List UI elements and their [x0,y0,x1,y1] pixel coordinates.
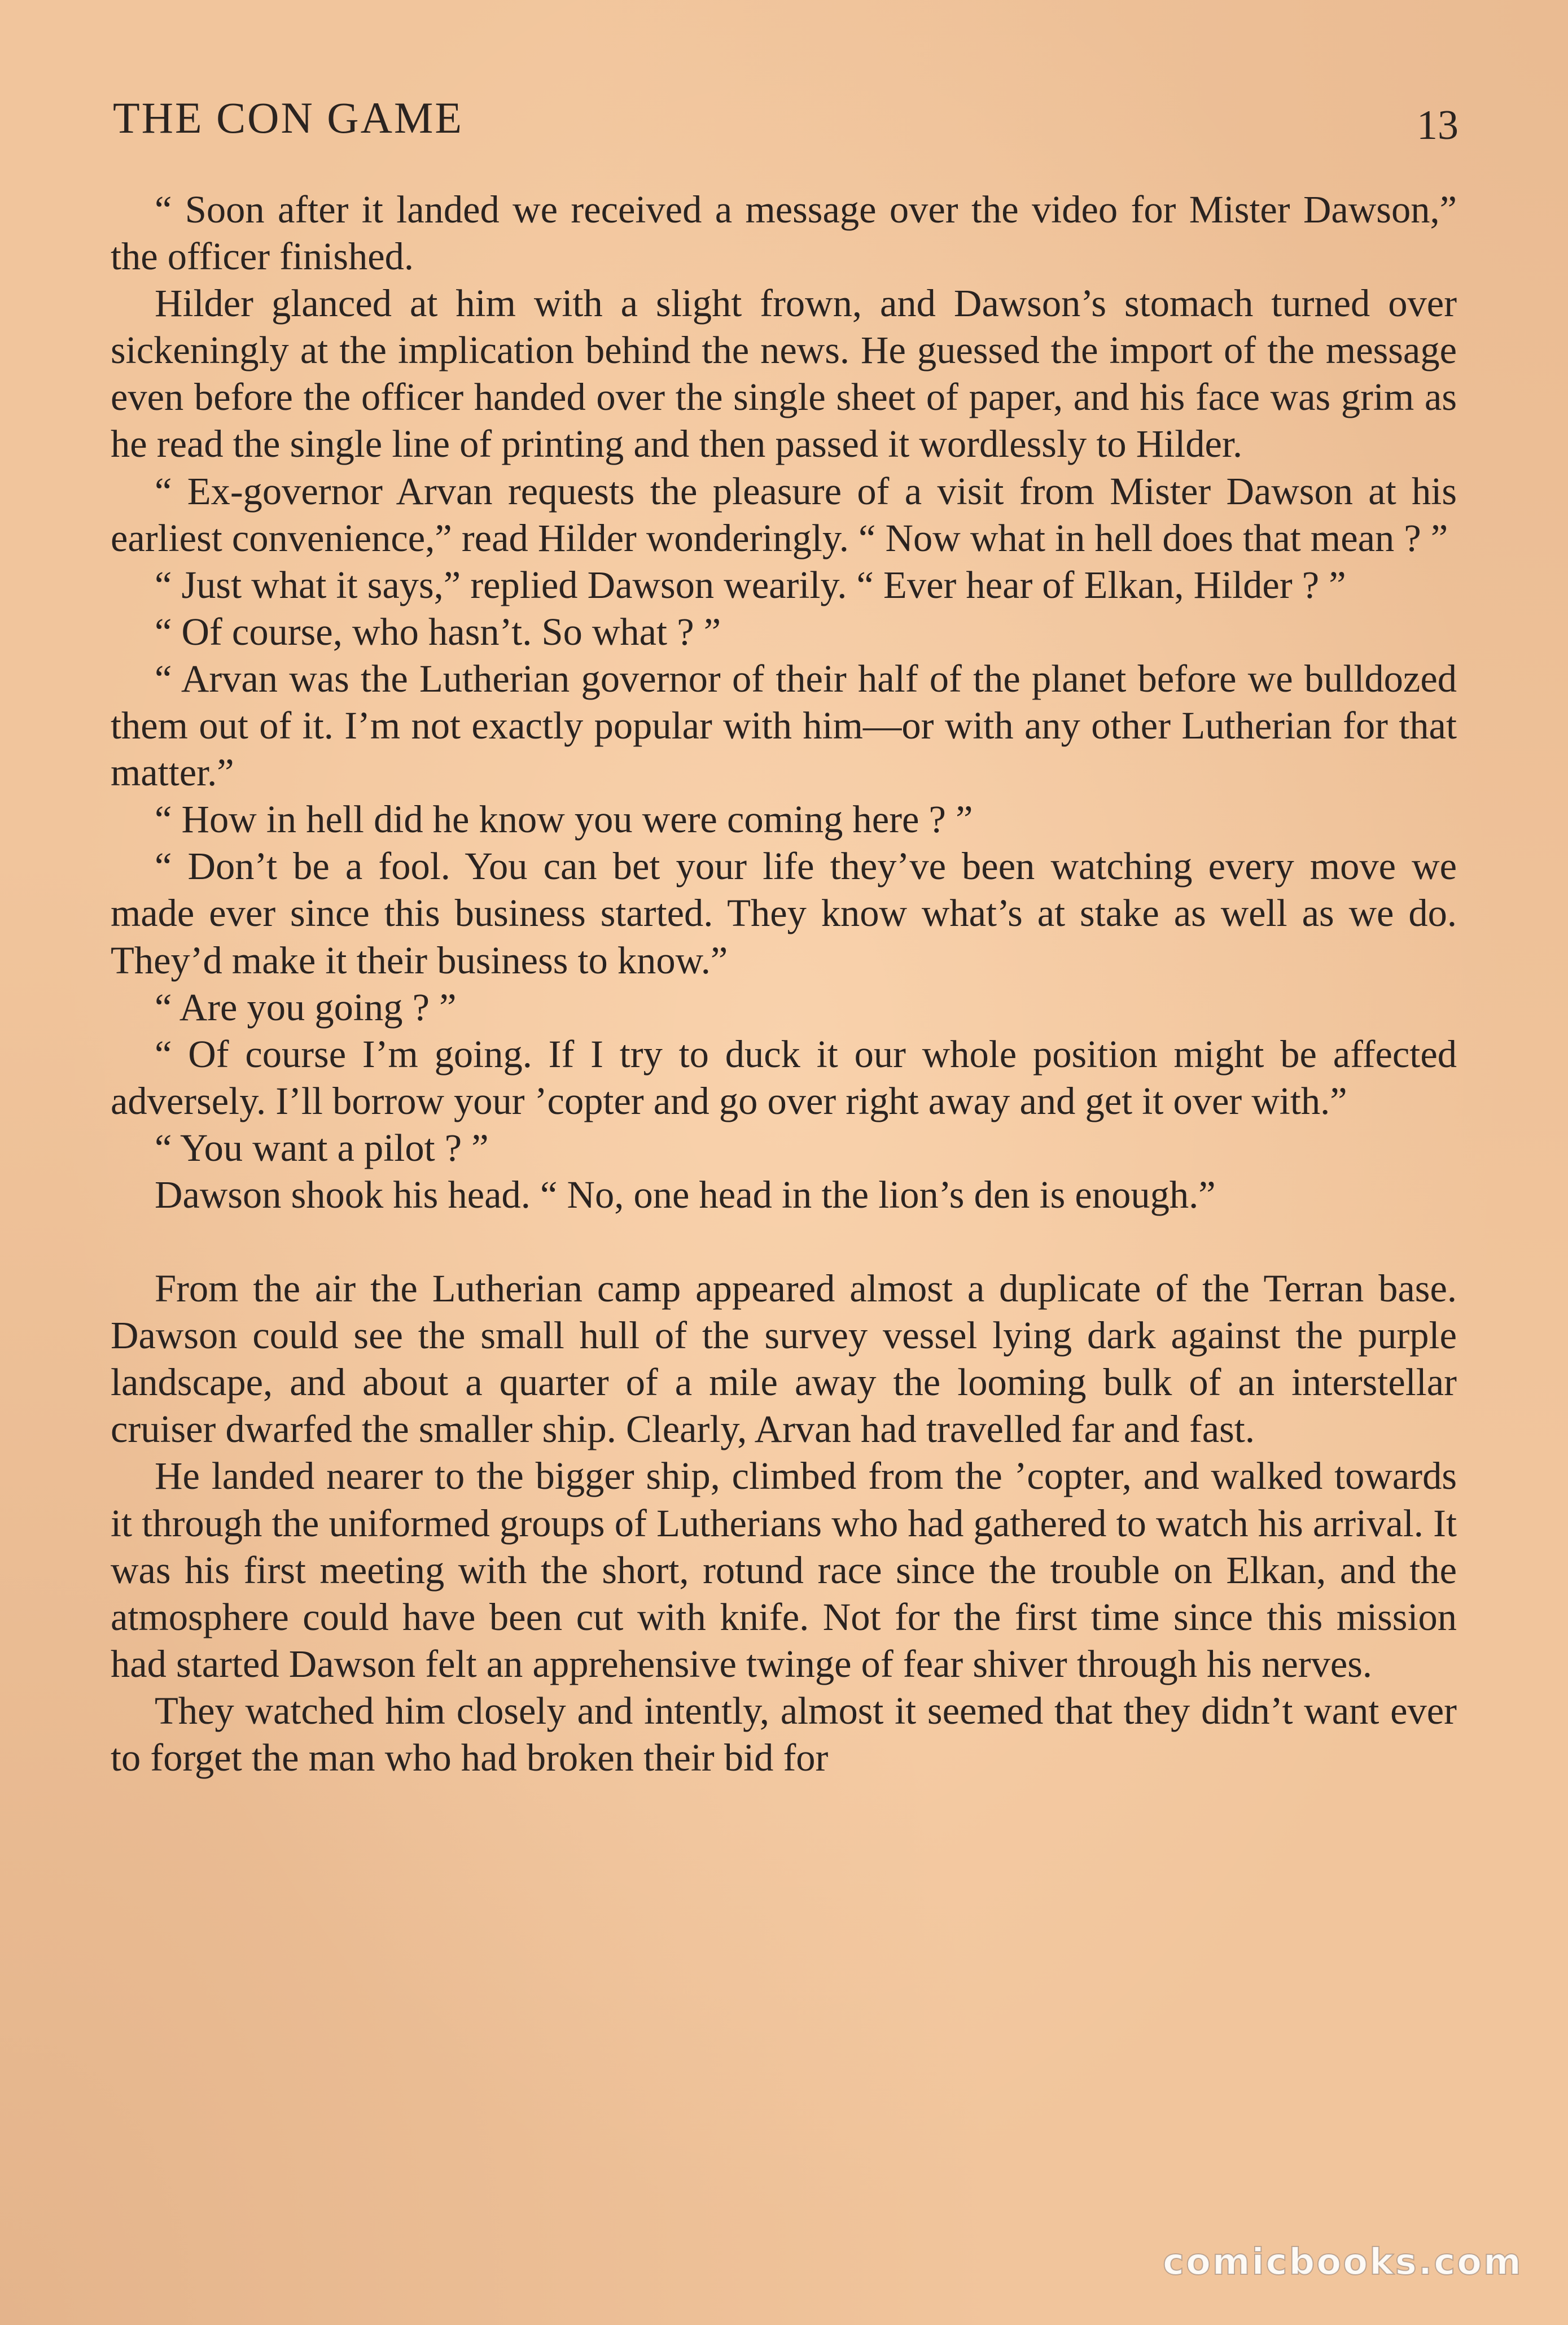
section-break [111,1218,1457,1265]
page-number: 13 [1417,102,1458,148]
paragraph: “ Arvan was the Lutherian governor of their half of the planet before we bulldozed them out of it. I’m not exactly popular with him—or with any other Lutherian for that matter.” [111,657,1457,794]
watermark: comicbooks.com [1163,2241,1523,2283]
paragraph: “ Ex-governor Arvan requests the pleasure of a visit from Mister Dawson at his earliest convenience,” read Hilder wonderingly. “ Now what in hell does that mean ? ” [111,469,1457,560]
paragraph: “ Of course I’m going. If I try to duck it our whole position might be affected adversely. I’ll borrow your ’copter and go over right away and get it over with.” [111,1032,1457,1122]
paragraph: Hilder glanced at him with a slight frown, and Dawson’s stomach turned over sickeningly at the implication behind the news. He guessed the import of the message even before the officer handed over the single sheet of paper, and his face was grim as he read the single line of printing and then passed it wordlessly to Hilder. [111,282,1457,466]
paragraph: He landed nearer to the bigger ship, climbed from the ’copter, and walked towards it through the uniformed groups of Lutherians who had gathered to watch his arrival. It was his first meeting with the short, rotund race since the trouble on Elkan, and the atmosphere could have been cut with knife. Not for the first time since this mission had started Dawson felt an apprehensive twinge of fear shiver through his nerves. [111,1454,1457,1685]
paragraph: “ How in hell did he know you were coming here ? ” [155,798,973,841]
paragraph: “ Are you going ? ” [155,985,457,1029]
paragraph: From the air the Lutherian camp appeared almost a duplicate of the Terran base. Dawson could see the small hull of the survey vessel lying dark against the purple landscape, and about a quarter of a mile away the looming bulk of an interstellar cruiser dwarfed the smaller ship. Clearly, Arvan had travelled far and fast. [111,1267,1457,1451]
paragraph: “ Of course, who hasn’t. So what ? ” [155,610,721,653]
paragraph: Dawson shook his head. “ No, one head in the lion’s den is enough.” [155,1173,1216,1216]
paragraph: “ Don’t be a fool. You can bet your life they’ve been watching every move we made ever since this business started. They know what’s at stake as well as we do. They’d make it their business to know.” [111,845,1457,982]
paragraph: “ Just what it says,” replied Dawson wearily. “ Ever hear of Elkan, Hilder ? ” [155,563,1346,606]
paragraph: They watched him closely and intently, almost it seemed that they didn’t want ever to forget the man who had broken their bid for [111,1689,1457,1779]
running-title: THE CON GAME [113,93,463,142]
body-text [111,186,1457,1781]
paragraph: “ Soon after it landed we received a message over the video for Mister Dawson,” the officer finished. [111,188,1457,278]
paragraph: “ You want a pilot ? ” [155,1126,489,1169]
